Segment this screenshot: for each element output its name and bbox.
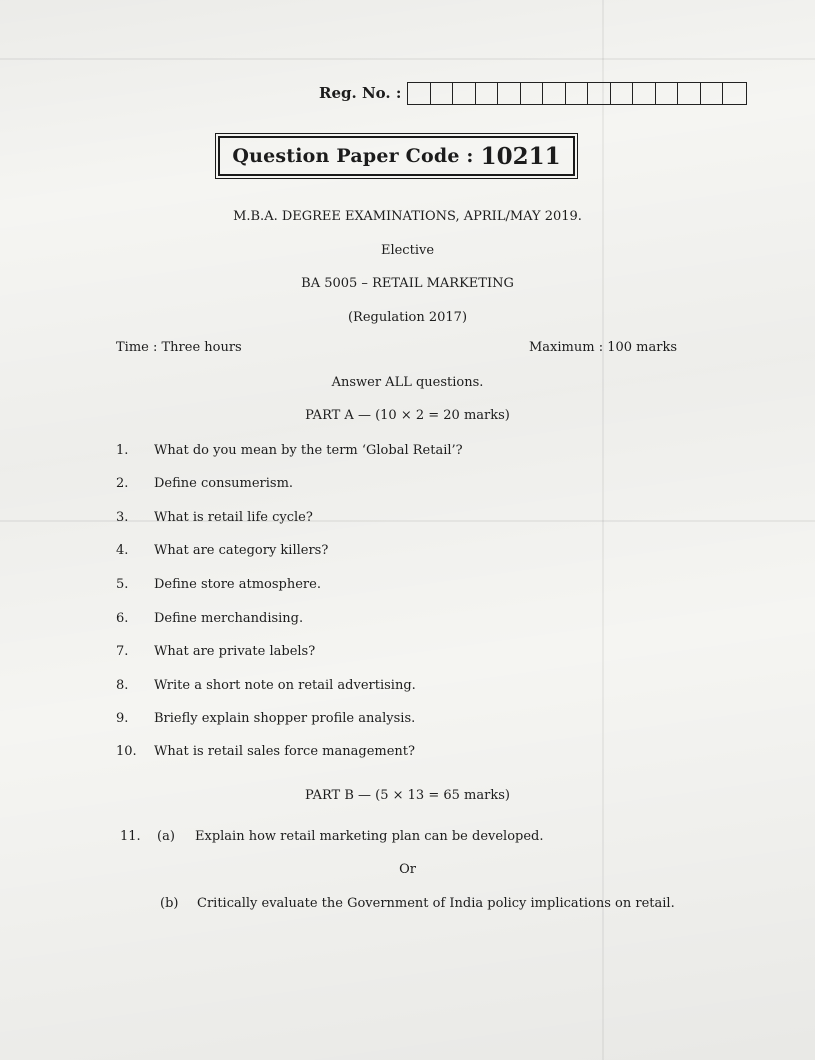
instruction: Answer ALL questions. — [331, 375, 484, 390]
question-text: What is retail sales force management? — [154, 744, 415, 759]
part-b-heading: PART B — (5 × 13 = 65 marks) — [305, 788, 510, 803]
question-number: 10. — [116, 744, 137, 759]
reg-number-digit-box — [656, 83, 679, 104]
reg-number-digit-box — [453, 83, 476, 104]
question-number: 9. — [116, 711, 129, 726]
question-text: Explain how retail marketing plan can be developed. — [195, 829, 544, 844]
question-paper-code-label: Question Paper Code : — [232, 145, 474, 167]
question-text: Define consumerism. — [154, 476, 294, 491]
reg-number-digit-box — [476, 83, 499, 104]
reg-number-label: Reg. No. : — [319, 84, 402, 102]
reg-number-digit-box — [566, 83, 589, 104]
question-text: What are category killers? — [154, 543, 329, 558]
question-number: 4. — [116, 543, 129, 558]
reg-number-digit-box — [611, 83, 634, 104]
question-number: 3. — [116, 510, 129, 525]
question-text: What are private labels? — [154, 644, 316, 659]
question-text: Briefly explain shopper profile analysis. — [154, 711, 416, 726]
reg-number-row — [319, 81, 747, 105]
reg-number-digit-box — [588, 83, 611, 104]
question-text: Critically evaluate the Government of India policy implications on retail. — [197, 896, 675, 911]
question-number: 1. — [116, 443, 129, 458]
reg-number-digit-box — [701, 83, 724, 104]
reg-number-digit-box — [633, 83, 656, 104]
reg-number-digit-box — [723, 83, 746, 104]
question-text: What is retail life cycle? — [154, 510, 313, 525]
time-allowed: Time : Three hours — [116, 340, 242, 355]
reg-number-digit-box — [431, 83, 454, 104]
question-paper-code: 10211 — [480, 142, 561, 170]
question-text: What do you mean by the term ‘Global Retail’? — [154, 443, 463, 458]
reg-number-digit-box — [498, 83, 521, 104]
exam-title: M.B.A. DEGREE EXAMINATIONS, APRIL/MAY 2019. — [233, 209, 582, 224]
regulation-label: (Regulation 2017) — [347, 310, 468, 325]
or-separator: Or — [399, 862, 416, 877]
reg-number-digit-box — [678, 83, 701, 104]
reg-number-digit-box — [408, 83, 431, 104]
question-paper-code-box — [218, 136, 575, 176]
question-number: 6. — [116, 611, 129, 626]
question-number: 5. — [116, 577, 129, 592]
option-label: (b) — [160, 896, 179, 911]
maximum-marks: Maximum : 100 marks — [529, 340, 678, 355]
reg-number-digit-box — [543, 83, 566, 104]
question-text: Define store atmosphere. — [154, 577, 321, 592]
part-a-heading: PART A — (10 × 2 = 20 marks) — [305, 408, 510, 423]
question-number: 2. — [116, 476, 129, 491]
question-text: Write a short note on retail advertising. — [154, 678, 416, 693]
question-number: 11. — [120, 829, 141, 844]
paper-fold-line — [0, 58, 815, 60]
reg-number-boxes — [407, 82, 747, 105]
question-number: 7. — [116, 644, 129, 659]
question-number: 8. — [116, 678, 129, 693]
elective-label: Elective — [380, 243, 435, 258]
reg-number-digit-box — [521, 83, 544, 104]
question-text: Define merchandising. — [154, 611, 304, 626]
option-label: (a) — [157, 829, 175, 844]
course-title: BA 5005 – RETAIL MARKETING — [301, 276, 514, 291]
